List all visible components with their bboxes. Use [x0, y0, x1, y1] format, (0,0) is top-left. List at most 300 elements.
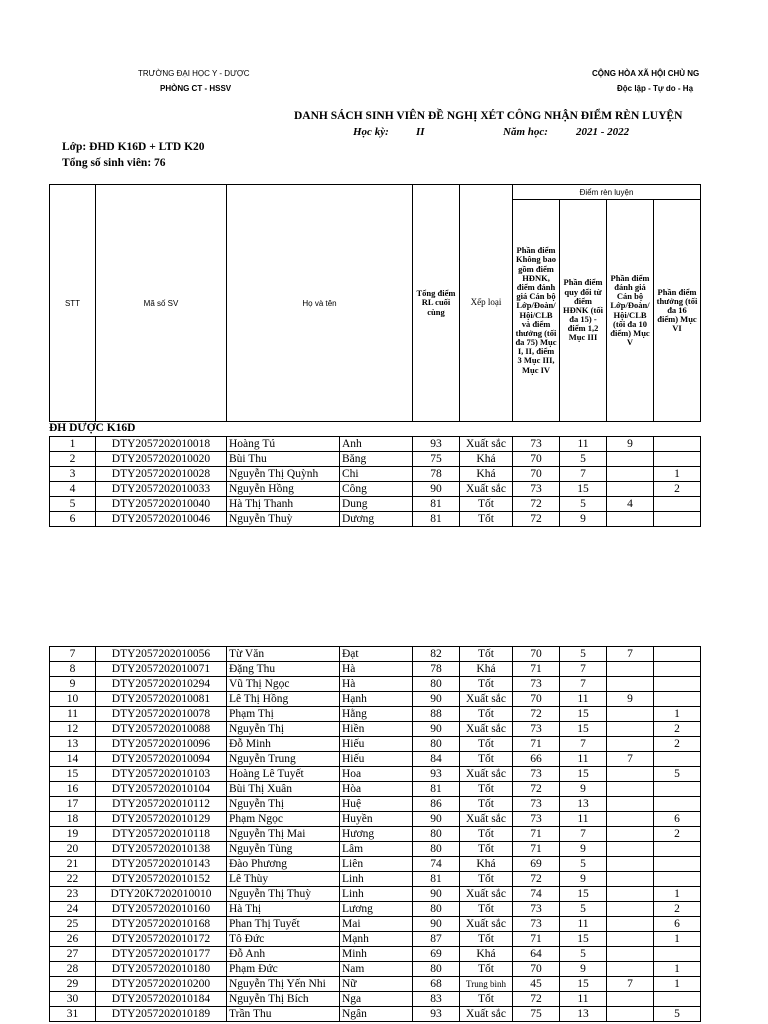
cell-part4 — [654, 662, 701, 677]
cell-student-id: DTY2057202010129 — [96, 812, 227, 827]
cell-given-name: Anh — [340, 437, 413, 452]
cell-part4 — [654, 497, 701, 512]
cell-part1: 45 — [513, 977, 560, 992]
cell-rank: Xuất sắc — [460, 767, 513, 782]
cell-surname: Bùi Thu — [227, 452, 340, 467]
cell-part4: 6 — [654, 812, 701, 827]
cell-total-score: 86 — [413, 797, 460, 812]
cell-part1: 73 — [513, 437, 560, 452]
cell-total-score: 90 — [413, 692, 460, 707]
cell-part4: 1 — [654, 977, 701, 992]
cell-part3 — [607, 707, 654, 722]
cell-part2: 5 — [560, 647, 607, 662]
cell-part4: 1 — [654, 707, 701, 722]
table-row — [50, 452, 701, 467]
cell-part2: 7 — [560, 827, 607, 842]
cell-part4: 2 — [654, 722, 701, 737]
cell-rank: Tốt — [460, 782, 513, 797]
cell-part4: 2 — [654, 737, 701, 752]
cell-rank: Tốt — [460, 497, 513, 512]
cell-part4 — [654, 437, 701, 452]
cell-part2: 11 — [560, 917, 607, 932]
cell-given-name: Lâm — [340, 842, 413, 857]
cell-given-name: Mai — [340, 917, 413, 932]
cell-part3: 7 — [607, 977, 654, 992]
table-row — [50, 482, 701, 497]
cell-rank: Tốt — [460, 752, 513, 767]
cell-part1: 69 — [513, 857, 560, 872]
cell-total-score: 80 — [413, 737, 460, 752]
cell-surname: Từ Văn — [227, 647, 340, 662]
cell-part3 — [607, 812, 654, 827]
cell-part1: 66 — [513, 752, 560, 767]
semester-value: II — [416, 126, 425, 138]
cell-part2: 7 — [560, 677, 607, 692]
cell-total-score: 84 — [413, 752, 460, 767]
cell-surname: Nguyễn Thị Quỳnh — [227, 467, 340, 482]
cell-part2: 11 — [560, 692, 607, 707]
cell-surname: Nguyễn Thị Thuỳ — [227, 887, 340, 902]
cell-surname: Phạm Thị — [227, 707, 340, 722]
cell-total-score: 83 — [413, 992, 460, 1007]
cell-surname: Nguyễn Thị — [227, 722, 340, 737]
cell-rank: Xuất sắc — [460, 812, 513, 827]
table-row — [50, 932, 701, 947]
table-row — [50, 437, 701, 452]
cell-part3 — [607, 962, 654, 977]
cell-surname: Vũ Thị Ngọc — [227, 677, 340, 692]
cell-part1: 71 — [513, 662, 560, 677]
cell-given-name: Huyền — [340, 812, 413, 827]
cell-surname: Phạm Ngọc — [227, 812, 340, 827]
cell-given-name: Đạt — [340, 647, 413, 662]
cell-part4 — [654, 797, 701, 812]
cell-surname: Trần Thu — [227, 1007, 340, 1022]
cell-given-name: Hiền — [340, 722, 413, 737]
cell-part3 — [607, 767, 654, 782]
cell-given-name: Linh — [340, 887, 413, 902]
cell-stt: 18 — [50, 812, 96, 827]
cell-given-name: Dung — [340, 497, 413, 512]
cell-part2: 5 — [560, 497, 607, 512]
cell-part3 — [607, 917, 654, 932]
cell-rank: Khá — [460, 662, 513, 677]
cell-stt: 12 — [50, 722, 96, 737]
cell-stt: 31 — [50, 1007, 96, 1022]
cell-given-name: Hương — [340, 827, 413, 842]
cell-given-name: Hòa — [340, 782, 413, 797]
cell-part2: 15 — [560, 932, 607, 947]
table-row — [50, 872, 701, 887]
cell-surname: Nguyễn Thị Bích — [227, 992, 340, 1007]
cell-stt: 22 — [50, 872, 96, 887]
table-row — [50, 962, 701, 977]
cell-part1: 70 — [513, 647, 560, 662]
cell-stt: 23 — [50, 887, 96, 902]
cell-rank: Tốt — [460, 707, 513, 722]
cell-student-id: DTY2057202010189 — [96, 1007, 227, 1022]
cell-student-id: DTY2057202010033 — [96, 482, 227, 497]
cell-part2: 11 — [560, 812, 607, 827]
cell-stt: 24 — [50, 902, 96, 917]
cell-rank: Trung bình — [460, 977, 513, 992]
cell-rank: Tốt — [460, 677, 513, 692]
table-row — [50, 677, 701, 692]
cell-given-name: Hà — [340, 677, 413, 692]
table-row — [50, 827, 701, 842]
cell-stt: 3 — [50, 467, 96, 482]
cell-surname: Tô Đức — [227, 932, 340, 947]
cell-total-score: 81 — [413, 497, 460, 512]
cell-total-score: 93 — [413, 437, 460, 452]
table-row — [50, 797, 701, 812]
cell-given-name: Hiếu — [340, 752, 413, 767]
cell-part4: 1 — [654, 932, 701, 947]
table-row — [50, 662, 701, 677]
cell-stt: 25 — [50, 917, 96, 932]
cell-total-score: 93 — [413, 767, 460, 782]
table-row — [50, 497, 701, 512]
cell-part4 — [654, 992, 701, 1007]
cell-stt: 26 — [50, 932, 96, 947]
cell-part3 — [607, 512, 654, 527]
table-row — [50, 467, 701, 482]
total-students-line: Tổng số sinh viên: 76 — [62, 157, 166, 169]
cell-total-score: 82 — [413, 647, 460, 662]
table-row — [50, 767, 701, 782]
cell-stt: 19 — [50, 827, 96, 842]
year-value: 2021 - 2022 — [576, 126, 630, 138]
cell-part1: 73 — [513, 677, 560, 692]
cell-part2: 15 — [560, 767, 607, 782]
cell-part2: 9 — [560, 512, 607, 527]
cell-part3 — [607, 857, 654, 872]
cell-total-score: 90 — [413, 812, 460, 827]
cell-part2: 5 — [560, 857, 607, 872]
cell-part3 — [607, 947, 654, 962]
cell-given-name: Băng — [340, 452, 413, 467]
cell-stt: 8 — [50, 662, 96, 677]
table-row — [50, 977, 701, 992]
republic-name: CỘNG HÒA XÃ HỘI CHỦ NG — [592, 69, 700, 78]
cell-part1: 72 — [513, 497, 560, 512]
cell-surname: Hoàng Tú — [227, 437, 340, 452]
table-row — [50, 782, 701, 797]
cell-given-name: Nam — [340, 962, 413, 977]
cell-student-id: DTY2057202010096 — [96, 737, 227, 752]
cell-surname: Nguyễn Thuỳ — [227, 512, 340, 527]
cell-part1: 70 — [513, 467, 560, 482]
cell-rank: Tốt — [460, 842, 513, 857]
cell-total-score: 90 — [413, 482, 460, 497]
cell-total-score: 80 — [413, 902, 460, 917]
cell-part3: 9 — [607, 692, 654, 707]
semester-label: Học kỳ: — [353, 126, 389, 138]
cell-rank: Xuất sắc — [460, 1007, 513, 1022]
cell-total-score: 90 — [413, 722, 460, 737]
cell-student-id: DTY2057202010020 — [96, 452, 227, 467]
cell-stt: 4 — [50, 482, 96, 497]
cell-surname: Đỗ Minh — [227, 737, 340, 752]
cell-student-id: DTY2057202010152 — [96, 872, 227, 887]
col-student-id: Mã số SV — [96, 185, 227, 422]
cell-given-name: Ngân — [340, 1007, 413, 1022]
cell-rank: Xuất sắc — [460, 437, 513, 452]
cell-student-id: DTY2057202010172 — [96, 932, 227, 947]
cell-rank: Tốt — [460, 512, 513, 527]
cell-part2: 15 — [560, 722, 607, 737]
year-label: Năm học: — [503, 126, 548, 138]
table-row — [50, 647, 701, 662]
cell-part2: 15 — [560, 707, 607, 722]
cell-rank: Tốt — [460, 647, 513, 662]
cell-part4 — [654, 512, 701, 527]
cell-total-score: 87 — [413, 932, 460, 947]
cell-part1: 71 — [513, 737, 560, 752]
cell-surname: Đào Phương — [227, 857, 340, 872]
column-header-table — [49, 184, 701, 422]
cell-rank: Xuất sắc — [460, 887, 513, 902]
cell-part2: 11 — [560, 992, 607, 1007]
cell-surname: Hà Thị Thanh — [227, 497, 340, 512]
table-row — [50, 737, 701, 752]
cell-student-id: DTY20K7202010010 — [96, 887, 227, 902]
cell-part4: 6 — [654, 917, 701, 932]
cell-total-score: 80 — [413, 677, 460, 692]
cell-part1: 72 — [513, 782, 560, 797]
cell-student-id: DTY2057202010180 — [96, 962, 227, 977]
cell-part1: 72 — [513, 992, 560, 1007]
cell-stt: 28 — [50, 962, 96, 977]
cell-student-id: DTY2057202010071 — [96, 662, 227, 677]
cell-total-score: 80 — [413, 962, 460, 977]
cell-total-score: 78 — [413, 467, 460, 482]
table-row — [50, 812, 701, 827]
cell-student-id: DTY2057202010028 — [96, 467, 227, 482]
cell-part1: 73 — [513, 917, 560, 932]
cell-part3 — [607, 932, 654, 947]
cell-part1: 70 — [513, 962, 560, 977]
cell-total-score: 80 — [413, 827, 460, 842]
table-row — [50, 707, 701, 722]
cell-rank: Tốt — [460, 902, 513, 917]
document-title: DANH SÁCH SINH VIÊN ĐỀ NGHỊ XÉT CÔNG NHẬN ĐIỂM RÈN LUYỆN — [294, 110, 683, 122]
cell-stt: 20 — [50, 842, 96, 857]
cell-student-id: DTY2057202010294 — [96, 677, 227, 692]
cell-surname: Nguyễn Hồng — [227, 482, 340, 497]
table-row — [50, 692, 701, 707]
cell-part1: 73 — [513, 812, 560, 827]
cell-total-score: 80 — [413, 842, 460, 857]
cell-given-name: Linh — [340, 872, 413, 887]
table-row — [50, 842, 701, 857]
school-name: TRƯỜNG ĐẠI HỌC Y - DƯỢC — [138, 69, 250, 78]
cell-part4 — [654, 752, 701, 767]
cell-part4 — [654, 452, 701, 467]
cell-stt: 6 — [50, 512, 96, 527]
table-row — [50, 947, 701, 962]
cell-part3 — [607, 737, 654, 752]
cell-rank: Xuất sắc — [460, 692, 513, 707]
cell-surname: Nguyễn Thị Yến Nhi — [227, 977, 340, 992]
cell-part3 — [607, 842, 654, 857]
cell-given-name: Liên — [340, 857, 413, 872]
cell-given-name: Hạnh — [340, 692, 413, 707]
cell-total-score: 74 — [413, 857, 460, 872]
cell-part3: 7 — [607, 647, 654, 662]
table-row — [50, 992, 701, 1007]
cell-student-id: DTY2057202010112 — [96, 797, 227, 812]
section-title: ĐH DƯỢC K16D — [49, 422, 136, 434]
table-row — [50, 917, 701, 932]
cell-part2: 7 — [560, 467, 607, 482]
col-full-name: Họ và tên — [227, 185, 413, 422]
cell-rank: Tốt — [460, 797, 513, 812]
cell-part4 — [654, 947, 701, 962]
cell-part4: 1 — [654, 467, 701, 482]
cell-part1: 71 — [513, 842, 560, 857]
cell-part1: 70 — [513, 692, 560, 707]
cell-given-name: Nữ — [340, 977, 413, 992]
cell-part2: 5 — [560, 947, 607, 962]
cell-surname: Đỗ Anh — [227, 947, 340, 962]
cell-part4: 5 — [654, 767, 701, 782]
cell-given-name: Minh — [340, 947, 413, 962]
cell-rank: Khá — [460, 947, 513, 962]
cell-part3 — [607, 827, 654, 842]
cell-part3 — [607, 872, 654, 887]
cell-stt: 16 — [50, 782, 96, 797]
cell-given-name: Hiếu — [340, 737, 413, 752]
cell-rank: Tốt — [460, 992, 513, 1007]
cell-part1: 73 — [513, 767, 560, 782]
cell-student-id: DTY2057202010040 — [96, 497, 227, 512]
cell-part3: 9 — [607, 437, 654, 452]
cell-total-score: 78 — [413, 662, 460, 677]
cell-surname: Nguyễn Thị — [227, 797, 340, 812]
cell-part3 — [607, 452, 654, 467]
cell-part3 — [607, 662, 654, 677]
col-part3: Phần điểm đánh giá Cán bộ Lớp/Đoàn/ Hội/CLB (tối đa 10 điểm) Mục V — [607, 200, 654, 422]
table-row — [50, 512, 701, 527]
cell-student-id: DTY2057202010118 — [96, 827, 227, 842]
col-group-training-score: Điểm rèn luyện — [513, 185, 701, 200]
cell-part2: 15 — [560, 482, 607, 497]
cell-stt: 5 — [50, 497, 96, 512]
cell-stt: 11 — [50, 707, 96, 722]
cell-stt: 1 — [50, 437, 96, 452]
cell-total-score: 81 — [413, 782, 460, 797]
cell-part2: 15 — [560, 977, 607, 992]
cell-part2: 5 — [560, 452, 607, 467]
cell-part3 — [607, 782, 654, 797]
cell-part1: 74 — [513, 887, 560, 902]
class-line: Lớp: ĐHD K16D + LTD K20 — [62, 141, 205, 153]
cell-part4 — [654, 647, 701, 662]
cell-surname: Đặng Thu — [227, 662, 340, 677]
cell-rank: Tốt — [460, 932, 513, 947]
cell-student-id: DTY2057202010138 — [96, 842, 227, 857]
cell-rank: Tốt — [460, 872, 513, 887]
cell-student-id: DTY2057202010056 — [96, 647, 227, 662]
cell-student-id: DTY2057202010184 — [96, 992, 227, 1007]
cell-surname: Lê Thị Hồng — [227, 692, 340, 707]
cell-student-id: DTY2057202010160 — [96, 902, 227, 917]
cell-part1: 73 — [513, 482, 560, 497]
cell-part1: 72 — [513, 707, 560, 722]
cell-part1: 71 — [513, 932, 560, 947]
col-rank: Xếp loại — [460, 185, 513, 422]
cell-part2: 7 — [560, 662, 607, 677]
cell-total-score: 81 — [413, 512, 460, 527]
office-name: PHÒNG CT - HSSV — [160, 84, 232, 93]
cell-part4 — [654, 857, 701, 872]
cell-part3 — [607, 992, 654, 1007]
cell-rank: Khá — [460, 452, 513, 467]
cell-rank: Khá — [460, 467, 513, 482]
table-row — [50, 887, 701, 902]
cell-total-score: 90 — [413, 917, 460, 932]
table-row — [50, 722, 701, 737]
cell-part2: 15 — [560, 887, 607, 902]
cell-part2: 9 — [560, 782, 607, 797]
cell-part2: 7 — [560, 737, 607, 752]
cell-given-name: Hằng — [340, 707, 413, 722]
cell-given-name: Mạnh — [340, 932, 413, 947]
cell-part1: 73 — [513, 902, 560, 917]
cell-part2: 9 — [560, 872, 607, 887]
cell-total-score: 69 — [413, 947, 460, 962]
student-table-block-2 — [49, 646, 701, 1022]
cell-part4: 1 — [654, 962, 701, 977]
cell-student-id: DTY2057202010168 — [96, 917, 227, 932]
col-part2: Phần điểm quy đổi từ điểm HĐNK (tối đa 15) - điểm 1,2 Mục III — [560, 200, 607, 422]
cell-part3 — [607, 1007, 654, 1022]
cell-surname: Nguyễn Tùng — [227, 842, 340, 857]
cell-given-name: Nga — [340, 992, 413, 1007]
cell-student-id: DTY2057202010200 — [96, 977, 227, 992]
col-stt: STT — [50, 185, 96, 422]
cell-part2: 13 — [560, 797, 607, 812]
cell-given-name: Hà — [340, 662, 413, 677]
cell-part2: 13 — [560, 1007, 607, 1022]
cell-rank: Xuất sắc — [460, 482, 513, 497]
cell-given-name: Hoa — [340, 767, 413, 782]
cell-part1: 73 — [513, 722, 560, 737]
cell-given-name: Lương — [340, 902, 413, 917]
cell-total-score: 75 — [413, 452, 460, 467]
cell-part1: 72 — [513, 512, 560, 527]
cell-student-id: DTY2057202010088 — [96, 722, 227, 737]
student-table-block-1 — [49, 436, 701, 527]
table-row — [50, 1007, 701, 1022]
cell-stt: 21 — [50, 857, 96, 872]
cell-part4: 2 — [654, 902, 701, 917]
cell-part4: 2 — [654, 827, 701, 842]
col-total-score: Tổng điểm RL cuối cùng — [413, 185, 460, 422]
cell-rank: Xuất sắc — [460, 917, 513, 932]
table-row — [50, 752, 701, 767]
cell-student-id: DTY2057202010046 — [96, 512, 227, 527]
cell-part4 — [654, 692, 701, 707]
cell-part1: 73 — [513, 797, 560, 812]
cell-rank: Khá — [460, 857, 513, 872]
cell-part1: 71 — [513, 827, 560, 842]
cell-part4 — [654, 677, 701, 692]
cell-part1: 64 — [513, 947, 560, 962]
cell-surname: Nguyễn Trung — [227, 752, 340, 767]
cell-student-id: DTY2057202010094 — [96, 752, 227, 767]
